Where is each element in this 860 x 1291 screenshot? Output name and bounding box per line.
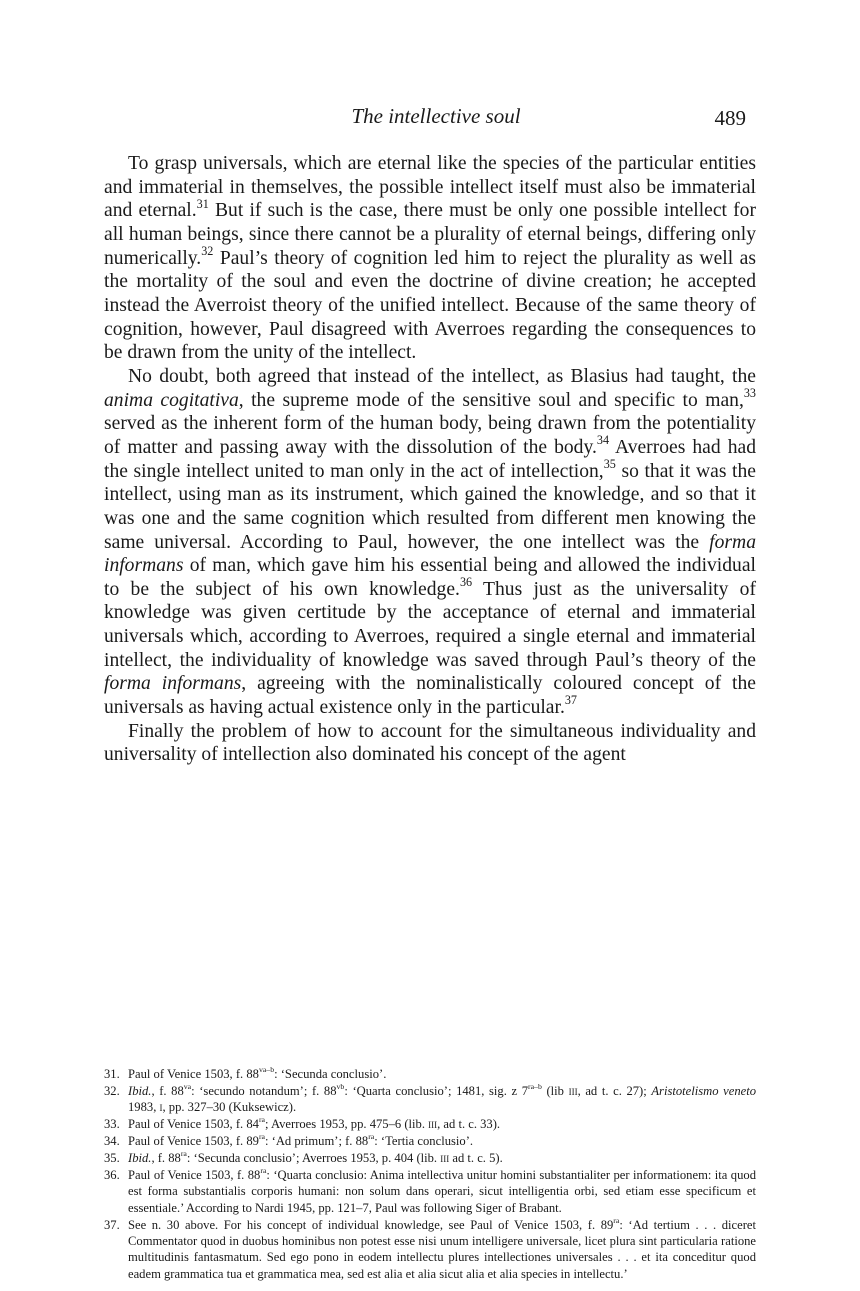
- text-run: : ‘Secunda conclusio’; Averroes 1953, p. 404 (lib.: [186, 1151, 441, 1166]
- italic-text: forma informans: [104, 673, 242, 695]
- italic-text: forma informans: [104, 531, 756, 577]
- running-head: [104, 102, 756, 132]
- text-run: Averroes had had the single intellect united to man only in the act of intellection,: [104, 436, 756, 482]
- footnote-number: 36.: [104, 1167, 120, 1182]
- note-reference: 33: [743, 385, 756, 400]
- footnote-number: 31.: [104, 1067, 120, 1081]
- footnote-number: 32.: [104, 1083, 120, 1098]
- footnote-number: 37.: [104, 1217, 120, 1232]
- text-run: : ‘Ad tertium . . . diceret Commentator quod in duobus hominibus non potest esse nisi unum intelligere universale, licet plura sint particularia ratione multitudinis fantasmatum. Sed ego pono in eodem intellectu plures intellectiones universales . . . et ita conceditur quod eadem grammatica tua et grammatica mea, sed est alia et alia sicut alia et alia species in intellectu.’: [128, 1217, 756, 1281]
- italic-text: Ibid.: [128, 1151, 152, 1166]
- text-run: ad t. c. 5).: [449, 1151, 503, 1166]
- body-paragraph: [104, 152, 756, 365]
- text-run: ; Averroes 1953, pp. 475–6 (lib.: [265, 1117, 429, 1132]
- note-reference: 36: [459, 575, 473, 590]
- italic-text: anima cogitativa: [104, 389, 239, 411]
- footnote-number: 34.: [104, 1134, 120, 1149]
- footnote-number: 33.: [104, 1117, 120, 1132]
- footnote-number: 35.: [104, 1151, 120, 1166]
- note-reference: ra: [613, 1215, 620, 1225]
- text-run: But if such is the case, there must be only one possible intellect for all human beings, since there cannot be a plurality of eternal beings, differing only numerically.: [104, 200, 756, 269]
- text-run: To grasp universals, which are eternal like the species of the particular entities and immaterial in themselves, the possible intellect itself must also be immaterial and eternal.: [104, 153, 756, 222]
- footnotes: [104, 1066, 756, 1283]
- small-caps-text: iii: [440, 1151, 450, 1166]
- text-run: , f. 88: [151, 1083, 184, 1098]
- footnote: [104, 1167, 756, 1216]
- text-run: : ‘Ad primum’; f. 88: [265, 1134, 369, 1149]
- text-run: : ‘Tertia conclusio’.: [374, 1134, 474, 1149]
- text-run: , ad t. c. 27);: [577, 1083, 652, 1098]
- running-head-title: The intellective soul: [351, 104, 521, 128]
- text-run: : ‘Quarta conclusio’; 1481, sig. z 7: [344, 1083, 528, 1098]
- footnote: [104, 1133, 756, 1149]
- small-caps-text: i: [159, 1100, 163, 1115]
- text-run: , the supreme mode of the sensitive soul and specific to man,: [238, 389, 744, 411]
- italic-text: Aristotelismo veneto: [651, 1083, 757, 1098]
- text-run: Thus just as the universality of knowledge was given certitude by the acceptance of eternal and immaterial universals which, according to Averroes, required a single eternal and immaterial intellect, the individuality of knowledge was saved through Paul’s theory of the: [104, 578, 756, 671]
- note-reference: ra: [260, 1165, 267, 1175]
- footnote: [104, 1217, 756, 1283]
- note-reference: ra: [180, 1149, 187, 1159]
- text-run: , pp. 327–30 (Kuksewicz).: [162, 1100, 297, 1115]
- note-reference: va–b: [258, 1065, 275, 1075]
- note-reference: 34: [596, 433, 610, 448]
- text-run: Paul of Venice 1503, f. 88: [128, 1067, 259, 1081]
- text-run: Paul of Venice 1503, f. 88: [128, 1167, 261, 1182]
- text-run: served as the inherent form of the human body, being drawn from the potentiality of matter and passing away with the dissolution of the body.: [104, 413, 756, 458]
- text-run: : ‘Quarta conclusio: Anima intellectiva unitur homini substantialiter per informationem: ita quod est forma substantialis corporis humani: non solum dans operari, sicut intelligentia orbi, sed etiam esse specificum et essentiale.’ According to Nardi 1945, pp. 121–7, Paul was following Siger of Brabant.: [128, 1167, 756, 1215]
- text-run: of man, which gave him his essential being and allowed the individual to be the subject of his own knowledge.: [104, 555, 756, 600]
- body-paragraph: [104, 365, 756, 720]
- footnote: [104, 1116, 756, 1132]
- small-caps-text: iii: [428, 1117, 438, 1132]
- small-caps-text: iii: [568, 1083, 578, 1098]
- note-reference: 35: [603, 456, 616, 471]
- text-run: : ‘Secunda conclusio’.: [274, 1067, 387, 1081]
- text-run: No doubt, both agreed that instead of the intellect, as Blasius had taught, the: [128, 365, 756, 387]
- body-paragraph: [104, 720, 756, 767]
- text-run: 1983,: [128, 1100, 160, 1115]
- text-run: , f. 88: [151, 1151, 181, 1166]
- italic-text: Ibid.: [128, 1083, 152, 1098]
- footnote: [104, 1150, 756, 1166]
- note-reference: 32: [201, 243, 214, 258]
- note-reference: ra: [368, 1132, 375, 1142]
- text-run: See n. 30 above. For his concept of individual knowledge, see Paul of Venice 1503, f. 89: [128, 1217, 614, 1232]
- note-reference: ra–b: [528, 1081, 542, 1091]
- text-run: Finally the problem of how to account for the simultaneous individuality and universality of intellection also dominated his concept of the agent: [104, 720, 756, 766]
- footnote: [104, 1083, 756, 1116]
- note-reference: 37: [564, 693, 577, 708]
- footnote: [104, 1066, 756, 1082]
- note-reference: 31: [196, 196, 209, 211]
- note-reference: ra: [258, 1115, 265, 1125]
- text-run: , ad t. c. 33).: [437, 1117, 501, 1132]
- text-run: : ‘secundo notandum’; f. 88: [191, 1083, 337, 1098]
- text-run: Paul of Venice 1503, f. 84: [128, 1117, 259, 1132]
- page-number: 489: [714, 106, 746, 130]
- text-run: (lib: [541, 1083, 569, 1098]
- text-run: , agreeing with the nominalistically coloured concept of the universals as having actual existence only in the particular.: [104, 673, 756, 719]
- note-reference: va: [183, 1081, 192, 1091]
- body-text: [104, 152, 756, 767]
- note-reference: vb: [336, 1081, 345, 1091]
- text-run: Paul’s theory of cognition led him to reject the plurality as well as the mortality of the soul and even the doctrine of divine creation; he accepted instead the Averroist theory of the unified intellect. Because of the same theory of cognition, however, Paul disagreed with Averroes regarding the consequences to be drawn from the unity of the intellect.: [104, 247, 756, 364]
- text-run: Paul of Venice 1503, f. 89: [128, 1134, 259, 1149]
- text-run: so that it was the intellect, using man as its instrument, which gained the knowledge, and so that it was one and the same cognition which resulted from different men knowing the same universal. According to Paul, however, the one intellect was the: [104, 460, 756, 553]
- note-reference: ra: [258, 1132, 265, 1142]
